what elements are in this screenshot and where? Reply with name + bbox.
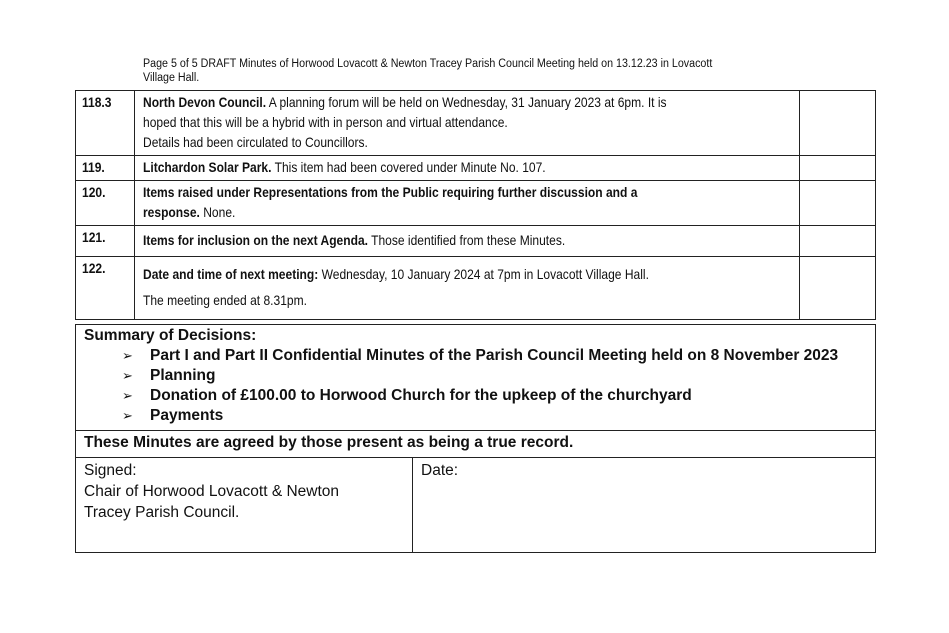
arrow-bullet-icon: ➢ xyxy=(122,368,133,383)
minute-row-120 xyxy=(76,181,876,226)
date-label: Date: xyxy=(421,462,459,479)
header-line-1: Page 5 of 5 DRAFT Minutes of Horwood Lovacott & Newton Tracey Parish Council Meeting held on 13.12.23 in Lovacott xyxy=(143,58,713,70)
minute-heading: response. xyxy=(142,204,200,220)
minute-body xyxy=(134,156,799,181)
minute-number: 118.3 xyxy=(76,91,135,156)
list-item: ➢ Donation of £100.00 to Horwood Church for the upkeep of the churchyard xyxy=(122,387,692,404)
minute-body xyxy=(134,181,799,226)
action-cell xyxy=(800,91,876,156)
minute-number: 120. xyxy=(76,181,135,226)
minute-body xyxy=(134,226,799,257)
action-cell xyxy=(800,226,876,257)
minute-body xyxy=(134,257,799,320)
minute-row-118-3 xyxy=(76,91,876,156)
minute-number: 119. xyxy=(76,156,135,181)
minute-row-121 xyxy=(76,226,876,257)
list-item: ➢ Part I and Part II Confidential Minutes of the Parish Council Meeting held on 8 November 2023 xyxy=(122,347,839,364)
minute-row-122 xyxy=(76,257,876,320)
decision-list xyxy=(84,346,867,426)
chair-title: Chair of Horwood Lovacott & Newton xyxy=(84,483,340,500)
minute-heading: Litchardon Solar Park. xyxy=(142,159,272,175)
minute-text: hoped that this will be a hybrid with in person and virtual attendance. xyxy=(142,114,508,130)
list-item: ➢ Planning xyxy=(122,367,216,384)
page-header xyxy=(143,57,757,85)
arrow-bullet-icon: ➢ xyxy=(122,388,133,403)
minute-heading: Date and time of next meeting: xyxy=(142,266,319,282)
minute-heading: North Devon Council. xyxy=(142,94,267,110)
minute-text: Those identified from these Minutes. xyxy=(367,232,566,248)
minute-heading: Items for inclusion on the next Agenda. xyxy=(142,232,368,248)
agreement-statement: These Minutes are agreed by those present as being a true record. xyxy=(76,431,876,458)
minute-text: This item had been covered under Minute No. 107. xyxy=(271,159,546,175)
summary-title: Summary of Decisions: xyxy=(84,327,257,344)
minute-number: 122. xyxy=(76,257,135,320)
minute-body xyxy=(134,91,799,156)
date-cell xyxy=(413,458,876,553)
minute-text: Details had been circulated to Councillors. xyxy=(142,134,368,150)
list-item: ➢ Payments xyxy=(122,407,224,424)
minute-text: None. xyxy=(199,204,236,220)
signature-cell xyxy=(76,458,413,553)
signed-label: Signed: xyxy=(84,462,137,479)
minute-row-119 xyxy=(76,156,876,181)
arrow-bullet-icon: ➢ xyxy=(122,408,133,423)
header-line-2: Village Hall. xyxy=(143,72,200,84)
summary-table xyxy=(75,324,876,553)
signature-row xyxy=(76,458,876,553)
minute-text: A planning forum will be held on Wednesday, 31 January 2023 at 6pm. It is xyxy=(266,94,667,110)
minute-heading: Items raised under Representations from the Public requiring further discussion and a xyxy=(142,184,638,200)
summary-of-decisions xyxy=(76,325,876,431)
minute-text: Wednesday, 10 January 2024 at 7pm in Lovacott Village Hall. xyxy=(318,266,649,282)
action-cell xyxy=(800,257,876,320)
minutes-table xyxy=(75,90,876,320)
action-cell xyxy=(800,156,876,181)
action-cell xyxy=(800,181,876,226)
minute-text: The meeting ended at 8.31pm. xyxy=(142,292,307,308)
arrow-bullet-icon: ➢ xyxy=(122,348,133,363)
chair-title: Tracey Parish Council. xyxy=(84,504,240,521)
minute-number: 121. xyxy=(76,226,135,257)
